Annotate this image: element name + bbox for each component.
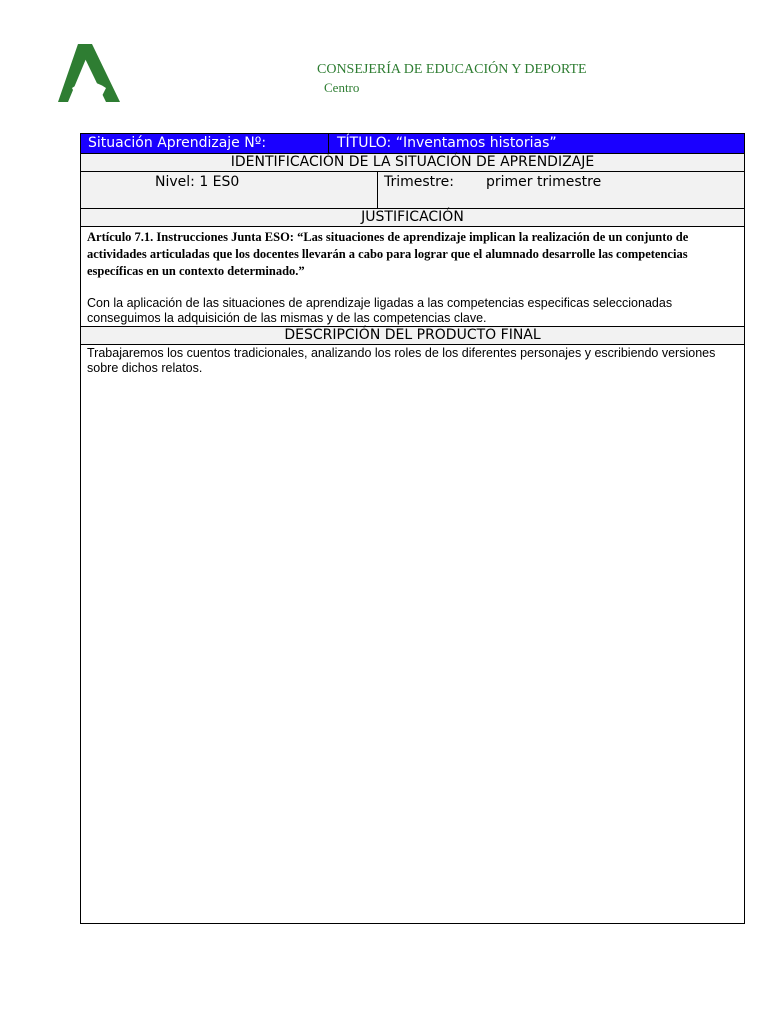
justificacion-heading: JUSTIFICACIÓN [81, 208, 744, 227]
title-bar [81, 134, 744, 153]
title-divider [328, 134, 329, 153]
trimestre-label: Trimestre: [384, 174, 454, 190]
articulo-quote: Artículo 7.1. Instrucciones Junta ESO: “Las situaciones de aprendizaje implican la realización de un conjunto de actividades articuladas que los docentes llevarán a cabo para lograr que el alumnado desarrolle las competencias específicas en un contexto determinado.” [87, 230, 689, 278]
justificacion-body [81, 227, 744, 326]
justificacion-text: Con la aplicación de las situaciones de aprendizaje ligadas a las competencias especificas seleccionadas conseguimos la adquisición de las mismas y de las competencias clave. [87, 296, 673, 325]
identificacion-divider [377, 172, 378, 208]
situacion-aprendizaje-form [80, 133, 745, 924]
titulo-label: TÍTULO: “Inventamos historias” [337, 135, 557, 151]
nivel-field: Nivel: 1 ES0 [155, 174, 240, 190]
junta-andalucia-logo-icon [58, 44, 120, 102]
identificacion-row [81, 172, 744, 208]
identificacion-heading: IDENTIFICACIÓN DE LA SITUACIÓN DE APRENDIZAJE [81, 153, 744, 172]
descripcion-heading: DESCRIPCIÓN DEL PRODUCTO FINAL [81, 326, 744, 345]
centro-label: Centro [324, 80, 360, 95]
descripcion-body [81, 345, 744, 923]
consejeria-heading: CONSEJERÍA DE EDUCACIÓN Y DEPORTE [317, 62, 587, 77]
situacion-label: Situación Aprendizaje Nº: [88, 135, 267, 151]
descripcion-text: Trabajaremos los cuentos tradicionales, analizando los roles de los diferentes personajes y escribiendo versiones sobre dichos relatos. [87, 346, 716, 375]
trimestre-value: primer trimestre [486, 174, 602, 190]
